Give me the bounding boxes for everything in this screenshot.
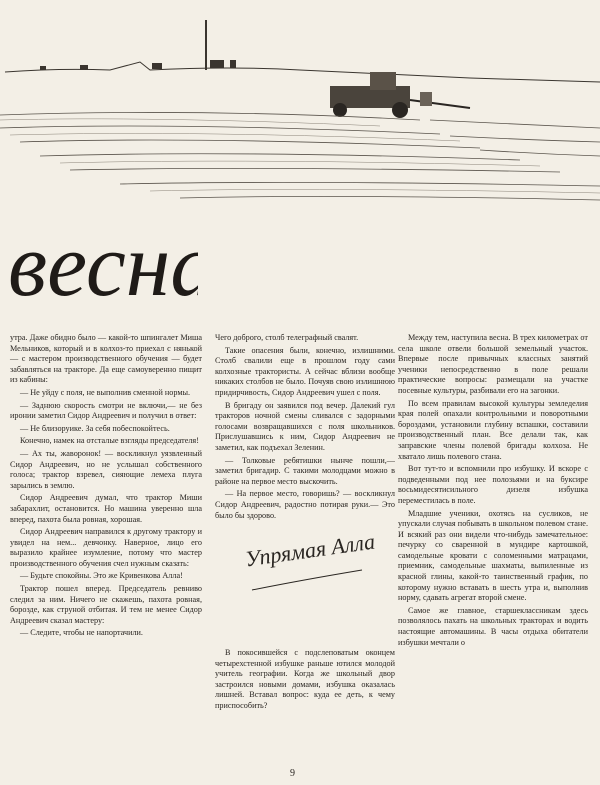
title-text: весна	[8, 216, 198, 315]
paragraph: — Ах ты, жаворонок! — воскликнул уязвленный Сидор Андреевич, но не услышал собственного голоса; трактор взревел, сияющие лемеха плуга зарылись в землю.	[10, 448, 202, 490]
paragraph: Такие опасения были, конечно, излишними. Столб свалили еще в прошлом году сами колхозные трактористы. А сейчас вблизи вообще никаких столбов не было. Почуяв свою излишнюю придирчивость, Сидор Андреевич ушел с поля.	[215, 345, 395, 397]
field-tractor-illustration	[0, 0, 600, 215]
paragraph: Между тем, наступила весна. В трех километрах от села школе отвели большой земельный участок. Впервые после привычных классных занятий ученики непосредственно в поле решали практические вопросы: размещали на участке посевные культуры, разбивали его на загонки.	[398, 333, 588, 395]
column-3	[398, 333, 588, 650]
paragraph: Вот тут-то и вспомнили про избушку. И вскоре с подведенными под нее полозьями и на буксире восьмидесятисильного дизеля избушка переместилась в поле.	[398, 464, 588, 505]
article-title	[8, 215, 198, 320]
page-number: 9	[290, 768, 295, 779]
paragraph: — Не близоруике. За себя побеспокойтесь.	[20, 423, 170, 433]
paragraph: — Заднюю скорость смотри не включи,— не без иронии заметил Сидор Андреевич и получил в ответ:	[10, 400, 202, 421]
column-2	[215, 333, 395, 523]
section-heading-script	[232, 510, 382, 620]
tractor-drawing	[330, 72, 470, 118]
paragraph: утра. Даже обидно было — какой-то шпингалет Миша Мельников, который и в колхоз-то приехал с нянькой — с мастером производственного обучения — будет забавляться на тракторе. Да еще самоуверенно пищит из кабины:	[10, 333, 202, 385]
paragraph: Самое же главное, старшеклассникам здесь позволялось пахать на школьных тракторах и водить настоящие автомашины. В часы отдыха обитатели избушки мечтали о	[398, 605, 588, 647]
paragraph: В бригаду он заявился под вечер. Далекий гул тракторов ночной смены сливался с задорными голосами возвращавшихся с поля школьников. Прислушавшись к ним, Сидор Андреевич не заметил, как подъехал Зеленин.	[215, 400, 395, 452]
paragraph: По всем правилам высокой культуры земледелия края полей опахали контрольными и поворотными бороздами, установили глубину вспашки, составили производственный план. Все делали так, как заправские члены полевой бригады колхоза. Не хватало лишь полевого стана.	[398, 398, 588, 461]
signature-text: Упрямая Алла	[243, 528, 377, 572]
paragraph: — Толковые ребятишки нынче пошли,— заметил бригадир. С такими молодцами можно в районе на первое место выскочить.	[215, 455, 395, 486]
paragraph: Конечно, намек на отсталые взгляды председателя!	[20, 436, 199, 446]
paragraph: — На первое место, говоришь? — воскликнул Сидор Андреевич, радостно потирая руки.— Это было бы здорово.	[215, 489, 395, 520]
paragraph: Сидор Андреевич думал, что трактор Миши забарахлит, остановится. Но машина уверенно шла вперед, пахота была ровная, хорошая.	[10, 493, 202, 524]
paragraph: Чего доброго, столб телеграфный свалят.	[215, 333, 359, 342]
column-2-lower	[215, 648, 395, 714]
paragraph: Сидор Андреевич направился к другому трактору и увидел на нем... девчонку. Наверное, лицо его выразило крайнее изумление, потому что мастер производственного обучения счел нужным сказать:	[10, 527, 202, 568]
paragraph: — Не уйду с поля, не выполнив сменной нормы.	[20, 387, 191, 397]
paragraph: В покосившейся с подслеповатым оконцем четырехстенной избушке раньше ютился молодой учитель географии. Когда же школьный двор застроился новыми домами, избушка оказалась лишней. Вставал вопрос: куда ее деть, к чему приспособить?	[215, 648, 395, 710]
paragraph: Младшие ученики, охотясь на сусликов, не упускали случая побывать в школьном полевом стане. И всякий раз они видели что-нибудь замечательное: печурку со сваренной в мундире картошкой, самодельные кровати с соломенными матрацами, приемник, самодельные шахматы, выпиленные из красной глины, какой-то таинственный график, по которому нужно вставать в шесть утра и, выполнив норму, сдавать агрегат второй смене.	[398, 508, 588, 603]
paragraph: — Будьте спокойны. Это же Кривенкова Алла!	[20, 571, 183, 581]
paragraph: Трактор пошел вперед. Председатель ревниво следил за ним. Ничего не скажешь, пахота ровная, борозде, как струной отбитая. И тем не менее Сидор Андреевич сказал мастеру:	[10, 584, 202, 625]
column-1	[10, 333, 202, 641]
paragraph: — Следите, чтобы не напортачили.	[20, 628, 143, 638]
